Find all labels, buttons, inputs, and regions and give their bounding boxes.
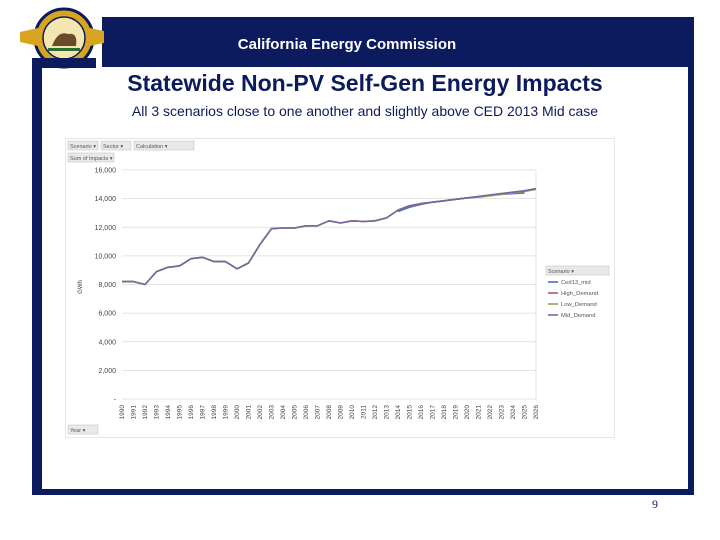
x-tick-label: 1997 [199,405,207,420]
x-tick-label: 2001 [245,405,253,420]
filter-chip-label-0: Scenario ▾ [70,144,96,150]
x-tick-label: 2016 [418,405,425,420]
legend-label: Low_Demand [561,302,597,308]
x-tick-label: 2000 [234,405,241,420]
x-tick-label: 2017 [429,405,437,420]
x-tick-label: 2024 [510,405,517,420]
chart-panel [65,138,615,438]
x-tick-label: 2002 [257,405,264,420]
x-tick-label: 2011 [360,405,368,419]
x-tick-label: 2008 [326,405,333,420]
x-tick-label: 2022 [487,405,494,420]
series-line-high-demand [122,189,536,285]
y-axis-label: GWh [78,280,84,294]
x-tick-label: 2007 [314,405,322,420]
x-tick-label: 1992 [142,405,149,420]
x-tick-label: 2014 [395,405,402,420]
x-tick-label: 2015 [406,405,414,420]
series-line-low-demand [122,189,536,284]
y-tick-label: - [113,396,116,404]
line-chart [66,139,614,437]
y-tick-label: 6,000 [98,310,116,318]
filter-chip-label-1: Sector ▾ [103,144,124,150]
y-tick-label: 16,000 [94,167,116,175]
x-tick-label: 1999 [222,405,230,420]
frame-right [688,62,694,495]
x-tick-label: 1991 [130,405,138,420]
x-tick-label: 2004 [280,405,287,420]
frame-bottom [32,489,694,495]
x-tick-label: 2005 [291,405,299,420]
header-title: California Energy Commission [237,36,457,53]
x-tick-label: 2013 [383,405,391,420]
x-tick-label: 2020 [464,405,471,420]
y-tick-label: 8,000 [98,282,116,289]
legend-title: Scenario ▾ [548,269,574,275]
y-tick-label: 14,000 [94,196,116,204]
y-tick-label: 4,000 [98,339,116,347]
x-tick-label: 2026 [533,405,540,420]
series-line-mid-demand [122,189,536,285]
x-tick-label: 2021 [475,405,483,420]
filter-chip-label-2: Calculation ▾ [136,144,168,150]
x-tick-label: 2006 [303,405,310,420]
x-tick-label: 1998 [211,405,218,420]
x-tick-label: 1996 [188,405,195,420]
x-tick-label: 2023 [498,405,506,420]
x-tick-label: 1995 [176,405,184,420]
frame-left [32,62,42,495]
axis-field-label: Year ▾ [70,428,86,434]
legend-label: Ced13_mid [561,280,591,286]
cec-seal-logo [12,6,104,76]
x-tick-label: 1990 [119,405,126,420]
x-tick-label: 1994 [165,405,172,420]
x-tick-label: 2009 [337,405,345,420]
slide-subtitle: All 3 scenarios close to one another and slightly above CED 2013 Mid case [131,103,599,119]
x-tick-label: 2018 [441,405,448,420]
measure-chip-label: Sum of Impacts ▾ [70,156,113,162]
x-tick-label: 1993 [153,405,161,420]
y-tick-label: 2,000 [98,367,116,375]
x-tick-label: 2019 [452,405,460,420]
page-number: 9 [652,497,658,511]
legend-label: High_Demand [561,291,599,297]
slide-title: Statewide Non-PV Self-Gen Energy Impacts [127,70,603,96]
x-tick-label: 2025 [521,405,529,420]
series-line-ced13-mid [398,193,525,212]
x-tick-label: 2010 [349,405,356,420]
x-tick-label: 2003 [268,405,276,420]
x-tick-label: 2012 [372,405,379,420]
y-tick-label: 10,000 [94,253,116,261]
y-tick-label: 12,000 [94,224,116,232]
legend-label: Mid_Demand [561,313,596,319]
